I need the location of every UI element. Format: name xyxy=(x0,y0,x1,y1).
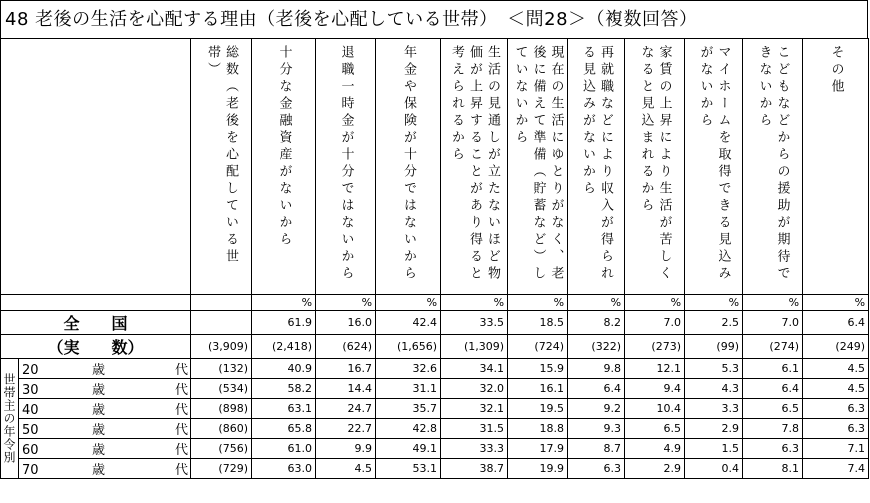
age-unit: 歳 xyxy=(92,363,106,378)
age-label xyxy=(19,419,159,439)
age-value: 12.1 xyxy=(625,359,685,379)
age-value: 9.4 xyxy=(625,379,685,399)
age-value: 6.3 xyxy=(803,399,869,419)
age-unit: 歳 xyxy=(92,443,106,458)
actual-value: (99) xyxy=(685,335,743,359)
column-header-label: その他 xyxy=(828,45,844,96)
age-value: 61.0 xyxy=(252,439,316,459)
total-label: 全 国 xyxy=(1,311,191,335)
age-value: (534) xyxy=(191,379,252,399)
age-value: 7.1 xyxy=(803,439,869,459)
pct-unit: % xyxy=(685,295,743,311)
age-value: 17.9 xyxy=(508,439,568,459)
age-value: 8.7 xyxy=(568,439,625,459)
data-table xyxy=(0,38,869,479)
pct-unit: % xyxy=(803,295,869,311)
age-value: 31.1 xyxy=(376,379,441,399)
age-suffix: 代 xyxy=(159,439,191,459)
age-value: 6.5 xyxy=(625,419,685,439)
age-value: 2.9 xyxy=(625,459,685,479)
age-value: 63.0 xyxy=(252,459,316,479)
total-value: 18.5 xyxy=(508,311,568,335)
table-row xyxy=(1,399,869,419)
age-value: 6.3 xyxy=(803,419,869,439)
age-suffix: 代 xyxy=(159,459,191,479)
age-value: 9.2 xyxy=(568,399,625,419)
age-value: 6.4 xyxy=(568,379,625,399)
column-header-label: 十分な金融資産がないから xyxy=(276,45,292,249)
age-unit: 歳 xyxy=(92,383,106,398)
column-header-label: こどもなどからの援助が期待できないから xyxy=(756,45,790,283)
actual-value: (322) xyxy=(568,335,625,359)
age-label xyxy=(19,399,159,419)
age-value: 32.6 xyxy=(376,359,441,379)
column-header xyxy=(441,39,508,295)
actual-value: (273) xyxy=(625,335,685,359)
age-value: 58.2 xyxy=(252,379,316,399)
age-suffix: 代 xyxy=(159,359,191,379)
age-value: 63.1 xyxy=(252,399,316,419)
pct-unit: % xyxy=(252,295,316,311)
age-value: 40.9 xyxy=(252,359,316,379)
age-value: 8.1 xyxy=(743,459,803,479)
actual-label: （実 数） xyxy=(1,335,191,359)
age-value: 33.3 xyxy=(441,439,508,459)
age-value: 49.1 xyxy=(376,439,441,459)
age-value: 3.3 xyxy=(685,399,743,419)
table-row xyxy=(1,359,869,379)
age-value: 7.8 xyxy=(743,419,803,439)
actual-value: (2,418) xyxy=(252,335,316,359)
age-value: 6.1 xyxy=(743,359,803,379)
age-value: 6.5 xyxy=(743,399,803,419)
column-header-label: 再就職などにより収入が得られる見込みがないから xyxy=(580,45,614,283)
column-header-label: 年金や保険が十分ではないから xyxy=(401,45,417,283)
age-value: 4.5 xyxy=(803,359,869,379)
total-value: 16.0 xyxy=(316,311,376,335)
age-value: (860) xyxy=(191,419,252,439)
column-header xyxy=(685,39,743,295)
age-decade: 60 xyxy=(22,443,39,458)
age-decade: 30 xyxy=(22,383,39,398)
age-value: 4.5 xyxy=(316,459,376,479)
total-value: 33.5 xyxy=(441,311,508,335)
age-value: 35.7 xyxy=(376,399,441,419)
column-header-label: 総数（老後を心配している世帯） xyxy=(205,45,239,266)
age-suffix: 代 xyxy=(159,379,191,399)
age-unit: 歳 xyxy=(92,403,106,418)
age-value: (132) xyxy=(191,359,252,379)
pct-corner xyxy=(1,295,191,311)
age-value: 32.0 xyxy=(441,379,508,399)
table-row xyxy=(1,439,869,459)
total-value xyxy=(191,311,252,335)
age-decade: 70 xyxy=(22,463,39,478)
total-value: 61.9 xyxy=(252,311,316,335)
age-value: 15.9 xyxy=(508,359,568,379)
age-value: 6.4 xyxy=(743,379,803,399)
age-value: 6.3 xyxy=(743,439,803,459)
actual-value: (249) xyxy=(803,335,869,359)
column-header-label: 家賃の上昇により生活が苦しくなると見込まれるから xyxy=(638,45,672,283)
total-value: 8.2 xyxy=(568,311,625,335)
age-value: (756) xyxy=(191,439,252,459)
age-value: 4.9 xyxy=(625,439,685,459)
table-row xyxy=(1,379,869,399)
column-header xyxy=(625,39,685,295)
column-header xyxy=(568,39,625,295)
age-value: 4.3 xyxy=(685,379,743,399)
age-value: 32.1 xyxy=(441,399,508,419)
age-value: 4.5 xyxy=(803,379,869,399)
actual-value: (274) xyxy=(743,335,803,359)
actual-value: (3,909) xyxy=(191,335,252,359)
age-value: 16.1 xyxy=(508,379,568,399)
column-header xyxy=(743,39,803,295)
age-value: 19.9 xyxy=(508,459,568,479)
side-label-cell xyxy=(1,359,19,479)
age-value: 10.4 xyxy=(625,399,685,419)
pct-unit xyxy=(191,295,252,311)
age-unit: 歳 xyxy=(92,423,106,438)
age-decade: 20 xyxy=(22,363,39,378)
table-row xyxy=(1,419,869,439)
age-decade: 50 xyxy=(22,423,39,438)
age-value: 38.7 xyxy=(441,459,508,479)
column-header-label: 退職一時金が十分ではないから xyxy=(338,45,354,283)
age-value: 2.9 xyxy=(685,419,743,439)
age-value: 18.8 xyxy=(508,419,568,439)
column-header xyxy=(508,39,568,295)
pct-unit: % xyxy=(743,295,803,311)
pct-unit: % xyxy=(568,295,625,311)
header-corner xyxy=(1,39,191,295)
column-header xyxy=(316,39,376,295)
age-label xyxy=(19,359,159,379)
age-value: 9.9 xyxy=(316,439,376,459)
side-label: 世帯主の年令別 xyxy=(2,373,16,464)
total-value: 7.0 xyxy=(743,311,803,335)
column-header-label: 現在の生活にゆとりがなく、老後に備えて準備（貯蓄など）していないから xyxy=(512,45,564,283)
age-suffix: 代 xyxy=(159,399,191,419)
actual-value: (1,656) xyxy=(376,335,441,359)
column-header xyxy=(376,39,441,295)
age-value: 7.4 xyxy=(803,459,869,479)
pct-unit: % xyxy=(316,295,376,311)
table-row xyxy=(1,459,869,479)
age-value: 22.7 xyxy=(316,419,376,439)
total-value: 6.4 xyxy=(803,311,869,335)
actual-value: (1,309) xyxy=(441,335,508,359)
age-label xyxy=(19,459,159,479)
column-header xyxy=(252,39,316,295)
age-value: 42.8 xyxy=(376,419,441,439)
age-label xyxy=(19,439,159,459)
age-value: 9.8 xyxy=(568,359,625,379)
age-suffix: 代 xyxy=(159,419,191,439)
pct-unit: % xyxy=(441,295,508,311)
table-title: 48 老後の生活を心配する理由（老後を心配している世帯） ＜問28＞（複数回答） xyxy=(0,0,868,38)
column-header xyxy=(803,39,869,295)
total-value: 2.5 xyxy=(685,311,743,335)
age-value: (729) xyxy=(191,459,252,479)
age-decade: 40 xyxy=(22,403,39,418)
age-value: 24.7 xyxy=(316,399,376,419)
actual-value: (624) xyxy=(316,335,376,359)
total-value: 42.4 xyxy=(376,311,441,335)
age-value: 31.5 xyxy=(441,419,508,439)
age-value: 34.1 xyxy=(441,359,508,379)
age-value: 6.3 xyxy=(568,459,625,479)
age-label xyxy=(19,379,159,399)
column-header xyxy=(191,39,252,295)
column-header-label: 生活の見通しが立たないほど物価が上昇することがあり得ると考えられるから xyxy=(449,45,501,283)
age-value: 14.4 xyxy=(316,379,376,399)
age-value: 0.4 xyxy=(685,459,743,479)
age-value: (898) xyxy=(191,399,252,419)
age-value: 16.7 xyxy=(316,359,376,379)
actual-value: (724) xyxy=(508,335,568,359)
age-value: 5.3 xyxy=(685,359,743,379)
age-value: 65.8 xyxy=(252,419,316,439)
total-value: 7.0 xyxy=(625,311,685,335)
pct-unit: % xyxy=(625,295,685,311)
age-value: 1.5 xyxy=(685,439,743,459)
age-value: 53.1 xyxy=(376,459,441,479)
age-value: 19.5 xyxy=(508,399,568,419)
age-value: 9.3 xyxy=(568,419,625,439)
pct-unit: % xyxy=(508,295,568,311)
column-header-label: マイホームを取得できる見込みがないから xyxy=(697,45,731,283)
age-unit: 歳 xyxy=(92,463,106,478)
pct-unit: % xyxy=(376,295,441,311)
